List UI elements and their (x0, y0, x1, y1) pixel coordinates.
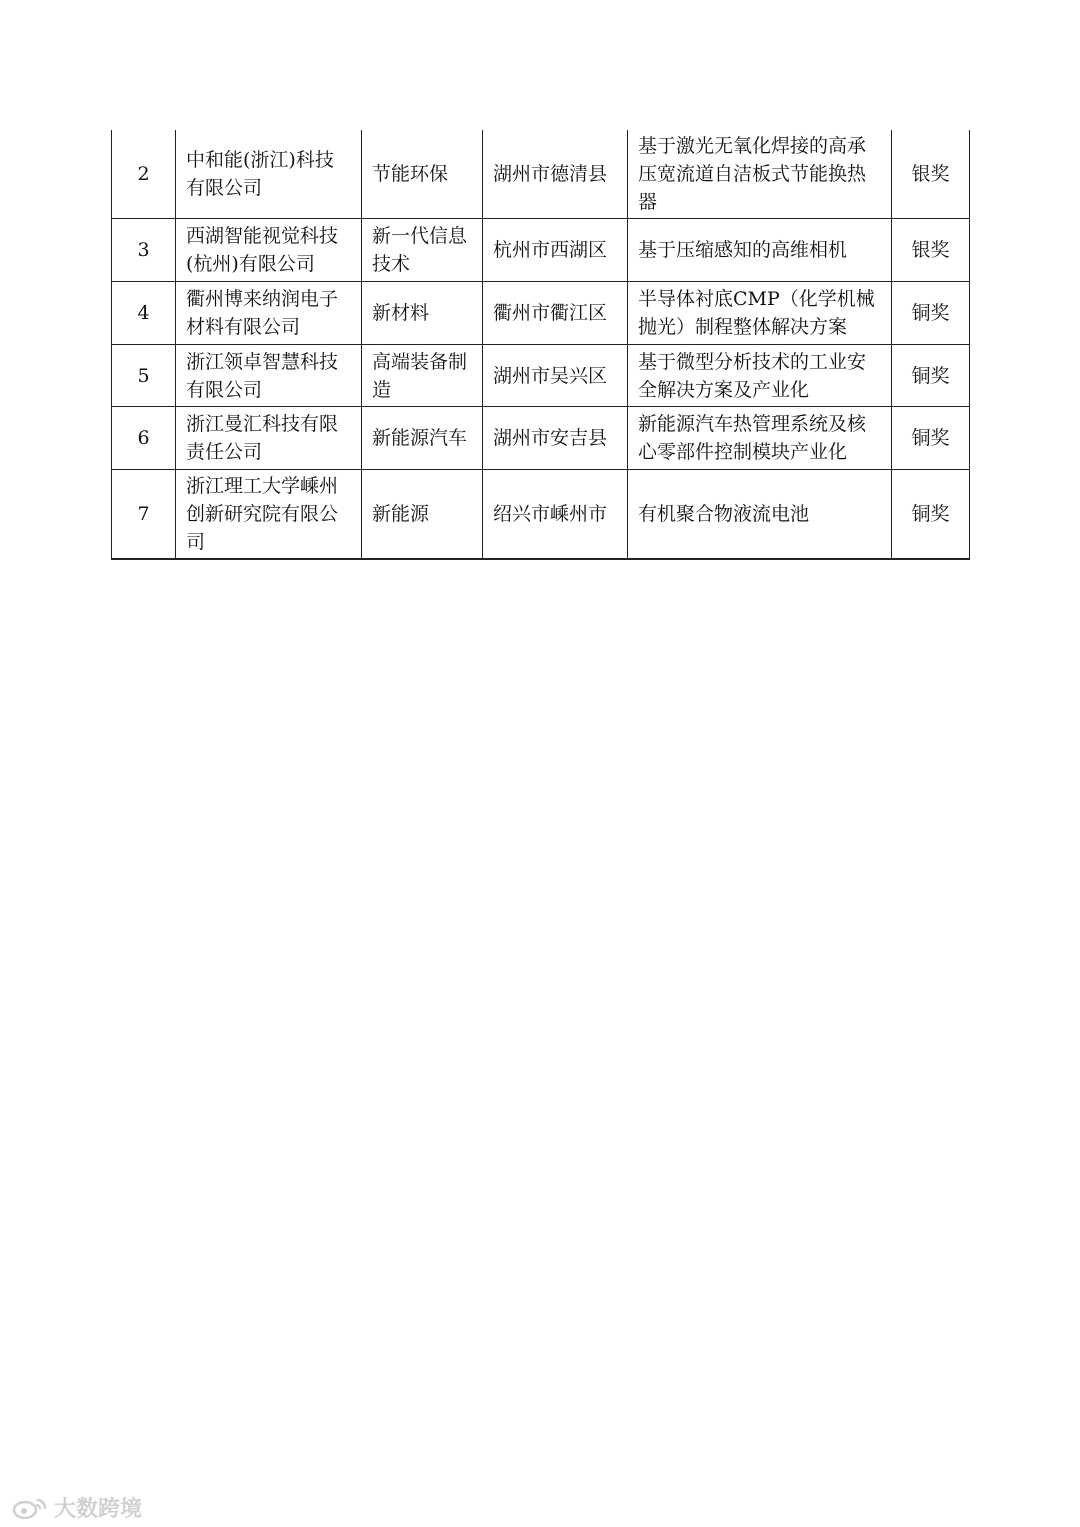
company-name: 中和能(浙江)科技有限公司 (176, 130, 362, 219)
watermark-text: 大数跨境 (54, 1497, 143, 1522)
row-number: 3 (112, 219, 176, 282)
region: 湖州市德清县 (483, 130, 628, 219)
table-row (112, 407, 970, 470)
award-level: 铜奖 (892, 345, 970, 407)
row-number: 2 (112, 130, 176, 219)
company-name: 衢州博来纳润电子材料有限公司 (176, 282, 362, 345)
award-level: 银奖 (892, 219, 970, 282)
industry: 新能源 (362, 470, 483, 560)
row-number: 5 (112, 345, 176, 407)
region: 绍兴市嵊州市 (483, 470, 628, 560)
award-level: 铜奖 (892, 470, 970, 560)
award-level: 铜奖 (892, 407, 970, 470)
award-level: 铜奖 (892, 282, 970, 345)
row-number: 6 (112, 407, 176, 470)
industry: 新材料 (362, 282, 483, 345)
company-name: 浙江领卓智慧科技有限公司 (176, 345, 362, 407)
region: 湖州市吴兴区 (483, 345, 628, 407)
industry: 新一代信息技术 (362, 219, 483, 282)
table-row (112, 130, 970, 219)
project-name: 新能源汽车热管理系统及核心零部件控制模块产业化 (628, 407, 892, 470)
industry: 新能源汽车 (362, 407, 483, 470)
region: 杭州市西湖区 (483, 219, 628, 282)
awards-table (111, 130, 970, 560)
table-row (112, 470, 970, 560)
company-name: 西湖智能视觉科技(杭州)有限公司 (176, 219, 362, 282)
project-name: 基于微型分析技术的工业安全解决方案及产业化 (628, 345, 892, 407)
project-name: 有机聚合物液流电池 (628, 470, 892, 560)
industry: 节能环保 (362, 130, 483, 219)
region: 湖州市安吉县 (483, 407, 628, 470)
table-row (112, 282, 970, 345)
table-row (112, 219, 970, 282)
project-name: 半导体衬底CMP（化学机械抛光）制程整体解决方案 (628, 282, 892, 345)
project-name: 基于压缩感知的高维相机 (628, 219, 892, 282)
industry: 高端装备制造 (362, 345, 483, 407)
company-name: 浙江理工大学嵊州创新研究院有限公司 (176, 470, 362, 560)
row-number: 4 (112, 282, 176, 345)
weibo-logo-icon (12, 1497, 48, 1519)
row-number: 7 (112, 470, 176, 560)
region: 衢州市衢江区 (483, 282, 628, 345)
company-name: 浙江曼汇科技有限责任公司 (176, 407, 362, 470)
watermark (12, 1492, 142, 1523)
award-level: 银奖 (892, 130, 970, 219)
table-row (112, 345, 970, 407)
project-name: 基于激光无氧化焊接的高承压宽流道自洁板式节能换热器 (628, 130, 892, 219)
